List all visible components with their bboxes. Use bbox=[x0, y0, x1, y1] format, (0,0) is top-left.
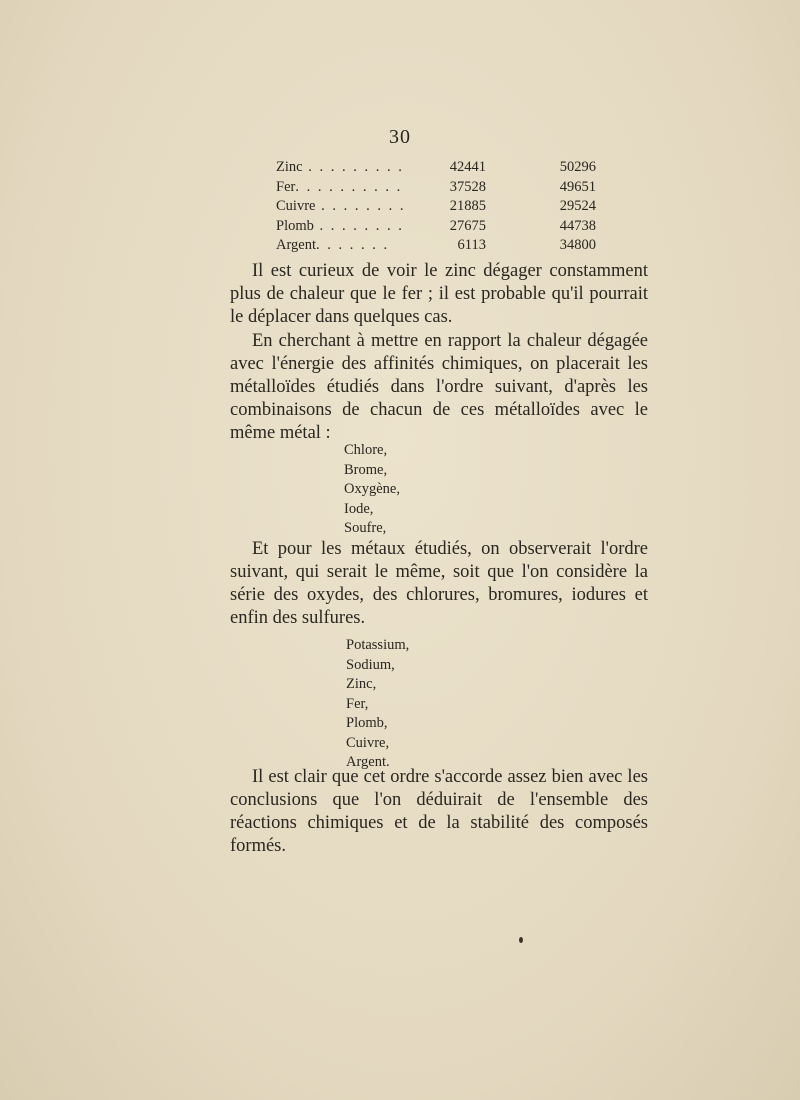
heat-table bbox=[276, 158, 606, 256]
list-item: Iode, bbox=[344, 500, 374, 517]
table-value-1: 37528 bbox=[449, 178, 486, 195]
ink-spot bbox=[519, 937, 523, 943]
table-row bbox=[276, 236, 606, 256]
table-row bbox=[276, 158, 606, 178]
list-item: Potassium, bbox=[346, 637, 410, 653]
table-row-name: Argent bbox=[276, 237, 317, 253]
list-item: Brome, bbox=[344, 461, 388, 478]
list-item: Oxygène, bbox=[344, 481, 400, 497]
page-number: 30 bbox=[389, 126, 411, 148]
table-value-2: 34800 bbox=[559, 237, 596, 253]
table-value-1: 21885 bbox=[449, 198, 486, 214]
table-row bbox=[276, 217, 606, 237]
list-item: Argent. bbox=[346, 754, 390, 770]
paragraph-text: Et pour les métaux étudiés, on observerait l'ordre suivant, qui serait le même, soit que l'on considère la série des oxydes, des chlorures, bromures, iodures et enfin des sulfures. bbox=[230, 539, 648, 628]
leader-dots: . . . . . . . bbox=[316, 237, 390, 253]
table-value-1: 6113 bbox=[457, 237, 486, 253]
list-item: Zinc, bbox=[346, 676, 377, 692]
paragraph-metalloid-order bbox=[230, 330, 648, 445]
table-row-name: Fer bbox=[276, 178, 296, 195]
table-row bbox=[276, 178, 606, 198]
paragraph-text: Il est clair que cet ordre s'accorde assez bien avec les conclusions que l'on déduirait de l'ensemble des réactions chimiques et de la stabilité des composés formés. bbox=[230, 767, 648, 856]
table-value-2: 44738 bbox=[559, 217, 596, 234]
list-item: Fer, bbox=[346, 695, 369, 712]
table-value-2: 50296 bbox=[559, 159, 596, 175]
metalloid-list bbox=[344, 441, 400, 539]
metal-list bbox=[346, 636, 409, 773]
leader-dots: . . . . . . . . bbox=[313, 217, 404, 234]
table-value-2: 29524 bbox=[559, 198, 596, 214]
table-value-2: 49651 bbox=[559, 178, 596, 195]
table-value-1: 27675 bbox=[449, 217, 486, 234]
paragraph-conclusion bbox=[230, 766, 648, 858]
table-row-name: Cuivre bbox=[276, 198, 316, 214]
leader-dots: . . . . . . . . . bbox=[302, 159, 404, 175]
table-value-1: 42441 bbox=[449, 159, 486, 175]
leader-dots: . . . . . . . . bbox=[315, 198, 406, 214]
paragraph-zinc-heat bbox=[230, 260, 648, 329]
leader-dots: . . . . . . . . . . bbox=[295, 178, 403, 195]
list-item: Chlore, bbox=[344, 442, 388, 458]
paragraph-text: Il est curieux de voir le zinc dégager constamment plus de chaleur que le fer ; il est probable qu'il pourrait le déplacer dans quelques cas. bbox=[230, 261, 648, 327]
paragraph-metal-order bbox=[230, 538, 648, 630]
paragraph-text: En cherchant à mettre en rapport la chaleur dégagée avec l'énergie des affinités chimiques, on placerait les métalloïdes étudiés dans l'ordre suivant, d'après les combinaisons de chacun de ces métalloïdes avec le même métal : bbox=[230, 331, 648, 443]
list-item: Soufre, bbox=[344, 520, 387, 536]
list-item: Plomb, bbox=[346, 715, 388, 731]
list-item: Sodium, bbox=[346, 656, 395, 673]
table-row bbox=[276, 197, 606, 217]
table-row-name: Plomb bbox=[276, 217, 314, 234]
table-row-name: Zinc bbox=[276, 159, 303, 175]
list-item: Cuivre, bbox=[346, 734, 390, 751]
